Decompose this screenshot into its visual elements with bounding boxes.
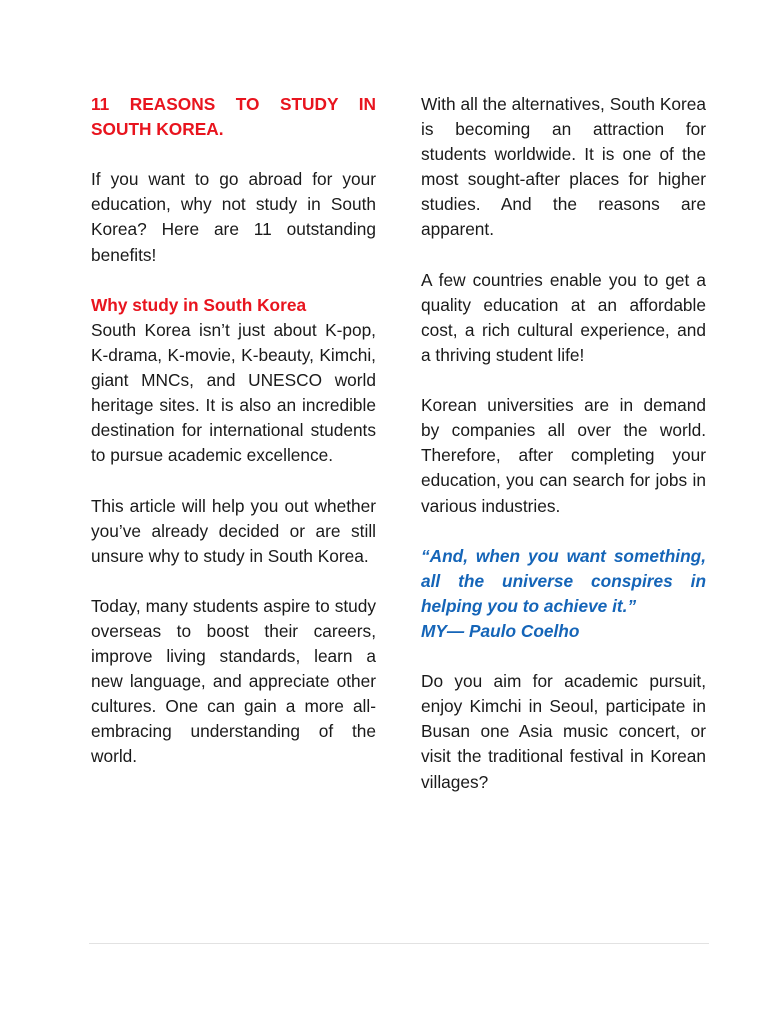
- section-heading: Why study in South Korea: [91, 294, 307, 315]
- universities-paragraph: Korean universities are in demand by companies all over the world. Therefore, after completing your education, you can search for jobs in various industries.: [421, 395, 706, 516]
- right-column: [421, 92, 706, 820]
- article-title: 11 REASONS TO STUDY IN SOUTH KOREA.: [91, 94, 376, 140]
- footer-divider: [89, 943, 709, 944]
- today-paragraph: Today, many students aspire to study overseas to boost their careers, improve living standards, learn a new language, and appreciate other cultures. One can gain a more all-embracing understanding of the world.: [91, 595, 376, 767]
- article-help-paragraph: This article will help you out whether you’ve already decided or are still unsure why to study in South Korea.: [91, 495, 376, 566]
- intro-paragraph: If you want to go abroad for your education, why not study in South Korea? Here are 11 outstanding benefits!: [91, 169, 376, 265]
- countries-paragraph: A few countries enable you to get a quality education at an affordable cost, a rich cultural experience, and a thriving student life!: [421, 269, 706, 365]
- aim-paragraph: Do you aim for academic pursuit, enjoy Kimchi in Seoul, participate in Busan one Asia music concert, or visit the traditional festival in Korean villages?: [421, 671, 706, 792]
- alternatives-paragraph: With all the alternatives, South Korea is becoming an attraction for students worldwide. It is one of the most sought-after places for higher studies. And the reasons are apparent.: [421, 94, 706, 240]
- section-why-study: [91, 293, 376, 318]
- kpop-paragraph: South Korea isn’t just about K-pop, K-drama, K-movie, K-beauty, Kimchi, giant MNCs, and UNESCO world heritage sites. It is also an incredible destination for international students to pursue academic excellence.: [91, 319, 376, 466]
- quote-author: MY— Paulo Coelho: [421, 620, 580, 641]
- quote-text: “And, when you want something, all the universe conspires in helping you to achieve it.”: [421, 545, 706, 616]
- left-column: [91, 92, 376, 795]
